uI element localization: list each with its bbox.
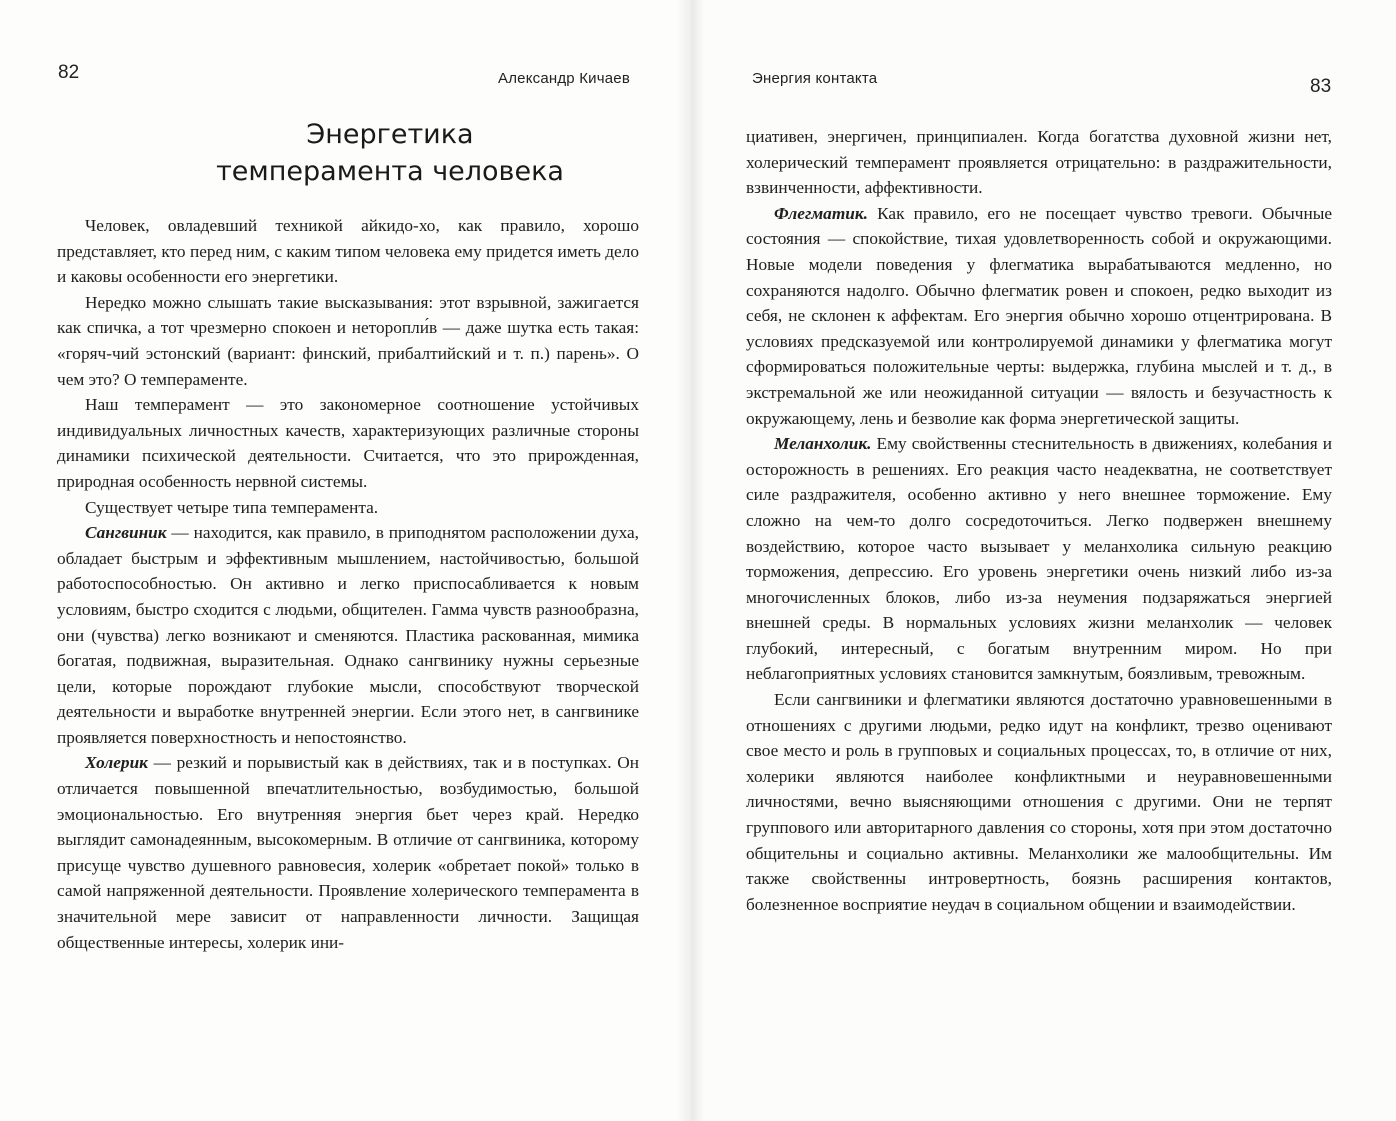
left-page [0,0,688,1121]
paragraph-lead-term: Меланхолик. [774,434,872,454]
paragraph-text: — находится, как правило, в приподнятом расположении духа, обладает быстрым и эффективным мышлением, настойчивостью, большой работоспособностью. Он активно и легко приспосабливается к новым условиям, быстро сходится с людьми, общителен. Гамма чувств разнообразна, они (чувства) легко возникают и сменяются. Пластика раскованная, мимика богатая, подвижная, выразительная. Однако сангвинику нужны серьезные цели, которые порождают глубокие мысли, способствуют творческой деятельности и выработке внутренней энергии. Если этого нет, в сангвинике проявляется поверхностность и непостоянство. [57,523,639,747]
paragraph [746,201,1332,431]
chapter-title [140,116,640,190]
paragraph-text: циативен, энергичен, принципиален. Когда богатства духовной жизни нет, холерический темперамент проявляется отрицательно: в раздражительности, взвинченности, аффективности. [746,127,1332,198]
paragraph-text: Ему свойственны стеснительность в движениях, колебания и осторожность в решениях. Его реакция часто неадекватна, не соответствует силе раздражителя, особенно активно у него внешнее торможение. Ему сложно на чем-то долго сосредоточиться. Легко подвержен внешнему воздействию, которое часто вызывает у меланхолика сильную реакцию торможения, депрессию. Его уровень энергетики очень низкий либо из-за многочисленных блоков, либо из-за неумения подзаряжаться энергией внешней среды. В нормальных условиях жизни меланхолик — человек глубокий, интересный, с богатым внутренним миром. Но при неблагоприятных условиях становится замкнутым, боязливым, тревожным. [746,434,1332,684]
paragraph [746,431,1332,687]
paragraph-text: Нередко можно слышать такие высказывания: этот взрывной, зажигается как спичка, а тот чрезмерно спокоен и неторопли́в — даже шутка есть такая: «горяч-чий эстонский (вариант: финский, прибалтийский и т. п.) парень». О чем это? О темпераменте. [57,292,639,389]
paragraph [746,687,1332,917]
chapter-title-line1: Энергетика [306,119,474,150]
running-head-book: Энергия контакта [752,70,878,87]
paragraph-text: Человек, овладевший техникой айкидо-хо, как правило, хорошо представляет, кто перед ним, с каким типом человека ему придется иметь дело и каковы особенности его энергетики. [57,216,639,287]
right-page [692,0,1396,1121]
paragraph-text: Как правило, его не посещает чувство тревоги. Обычные состояния — спокойствие, тихая удовлетворенность собой и окружающими. Новые модели поведения у флегматика вырабатываются медленно, но сохраняются надолго. Обычно флегматик ровен и спокоен, редко выходит из себя, не склонен к аффектам. Его энергия обычно хорошо отцентрирована. В условиях предсказуемой или контролируемой динамики у флегматика могут сформироваться положительные черты: выдержка, глубина мыслей и т. д., в экстремальной же или неожиданной ситуации — вялость и безучастность к окружающему, лень и безволие как форма энергетической защиты. [746,203,1332,428]
paragraph [57,520,639,750]
paragraph [57,750,639,955]
left-body-text [57,213,639,955]
paragraph [746,124,1332,201]
chapter-title-line2: темперамента человека [216,156,564,187]
paragraph-lead-term: Сангвиник [85,523,167,543]
paragraph-text: Наш темперамент — это закономерное соотношение устойчивых индивидуальных личностных качеств, характеризующих различные стороны динамики психической деятельности. Считается, что это прирожденная, природная особенность нервной системы. [57,395,639,491]
paragraph [57,392,639,494]
page-number-right: 83 [1310,76,1332,97]
page-number-left: 82 [58,62,80,83]
paragraph [57,213,639,290]
running-head-author: Александр Кичаев [498,70,631,87]
paragraph-lead-term: Флегматик. [774,203,868,223]
paragraph-text: — резкий и порывистый как в действиях, так и в поступках. Он отличается повышенной впечатлительностью, возбудимостью, большой эмоциональностью. Его внутренняя энергия бьет через край. Нередко выглядит самонадеянным, высокомерным. В отличие от сангвиника, которому присуще чувство душевного равновесия, холерик «обретает покой» только в самой напряженной деятельности. Проявление холерического темперамента в значительной мере зависит от направленности личности. Защищая общественные интересы, холерик ини- [57,753,639,952]
paragraph [57,495,639,521]
book-gutter-shadow [676,0,704,1121]
paragraph-text: Существует четыре типа темперамента. [85,497,379,517]
paragraph-text: Если сангвиники и флегматики являются достаточно уравновешенными в отношениях с другими людьми, редко идут на конфликт, трезво оценивают свое место и роль в групповых и социальных процессах, то, в отличие от них, холерики являются наиболее конфликтными и неуравновешенными личностями, вечно выясняющими отношения с другими. Они не терпят группового или авторитарного давления со стороны, хотя при этом достаточно общительны и социально активны. Меланхолики же малообщительны. Им также свойственны интровертность, боязнь расширения контактов, болезненное восприятие неудач в социальном общении и взаимодействии. [746,690,1332,914]
paragraph [57,290,639,392]
paragraph-lead-term: Холерик [85,753,148,773]
right-body-text [746,124,1332,917]
